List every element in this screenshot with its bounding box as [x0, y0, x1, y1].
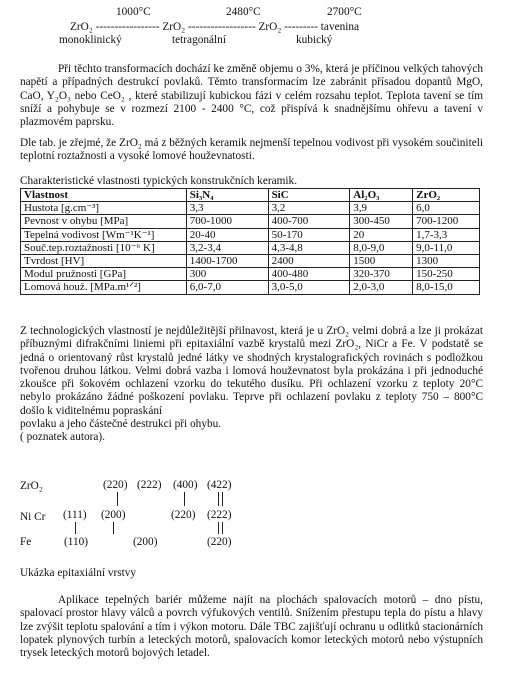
table-cell: 6,0 [413, 202, 480, 215]
header-property: Vlastnost [21, 189, 187, 202]
table-cell: Hustota [g.cm⁻³] [21, 202, 187, 215]
table-cell: 2400 [268, 255, 350, 268]
table-cell: 9,0-11,0 [413, 241, 480, 254]
table-cell: 2,0-3,0 [350, 281, 413, 294]
table-cell: 700-1000 [186, 215, 268, 228]
connector-line [184, 492, 185, 506]
author-note: ( poznatek autora). [20, 431, 105, 443]
zro2-plane-220: (220) [103, 479, 128, 491]
paragraph-3-tail: povlaku a jeho částečné destrukci při ohybu. [20, 418, 222, 430]
epitaxy-zro2-label: ZrO₂ [20, 480, 43, 492]
table-cell: Tepelná vodivost [Wm⁻¹K⁻¹] [21, 228, 187, 241]
table-cell: 4,3-4,8 [268, 241, 350, 254]
table-cell: 300 [186, 268, 268, 281]
paragraph-4: Aplikace tepelných bariér můžeme najít na plochách spalovacích motorů – dno pístu, spalovací prostor hlavy válců a povrch výfukových ventilů. Snížením přestupu tepla do pístu a hlavy lze zvýšit teplotu spalování a tím i výkon motoru. Dále TBC zajišťují ochranu u odlitků stacionárních lopatek plynových turbín a leteckých motorů, spalovacích komor leteckých motorů nebo výstupních trysek leteckých motorů bojových letadel. [20, 594, 483, 660]
fe-plane-220: (220) [207, 536, 232, 548]
table-header-row [21, 189, 480, 202]
table-cell: 8,0-9,0 [350, 241, 413, 254]
phase-dash-1: ----------------- [95, 21, 160, 33]
connector-line [113, 522, 114, 534]
table-cell: 3,0-5,0 [268, 281, 350, 294]
nicr-plane-111: (111) [63, 509, 87, 521]
table-row [21, 228, 480, 241]
table-cell: 320-370 [350, 268, 413, 281]
table-cell: 8,0-15,0 [413, 281, 480, 294]
table-cell: Modul pružnosti [GPa] [21, 268, 187, 281]
table-cell: 3,2-3,4 [186, 241, 268, 254]
table-cell: 3,3 [186, 202, 268, 215]
paragraph-3: Z technologických vlastností je nejdůležitější přilnavost, která je u ZrO₂ velmi dobrá a lze ji prokázat příbuznými difrakčními liniemi při epitaxiální vazbě krystalů mezi ZrO₂, NiCr a Fe. V podstatě se jedná o orientovaný růst krystalů jedné látky ve shodných krystalografických rovinách s podložkou tvořenou druhou látkou. Velmi dobrá vazba i lomová houževnatost byla prokázána i při jednoduché zkoušce při šokovém ochlazení vzorku do tekutého dusíku. Při ochlazení vzorku z teploty 20°C nebylo prokázáno žádné poškození povlaku. Teprve při ochlazení povlaku z teploty 750 – 800°C došlo k viditelnému popraskání [20, 325, 483, 417]
connector-line [218, 522, 219, 534]
paragraph-2: Dle tab. je zřejmé, že ZrO₂ má z běžných keramik nejmenší tepelnou vodivost při vysokém součiniteli teplotní roztažnosti a vysoké lomové houževnatosti. [20, 137, 483, 163]
header-si3n4: Si₃N₄ [186, 189, 268, 202]
header-sic: SiC [268, 189, 350, 202]
phase-monoclinic: monoklinický [59, 34, 122, 46]
phase-cubic: kubický [296, 34, 333, 46]
fe-plane-200: (200) [133, 536, 158, 548]
table-cell: 1,7-3,3 [413, 228, 480, 241]
connector-line [222, 492, 223, 506]
table-cell: 1400-1700 [186, 255, 268, 268]
table-row [21, 241, 480, 254]
connector-line [218, 492, 219, 506]
table-row [21, 202, 480, 215]
table-caption: Charakteristické vlastnosti typických konstrukčních keramik. [20, 175, 298, 187]
table-cell: 20-40 [186, 228, 268, 241]
epitaxy-nicr-label: Ni Cr [20, 511, 46, 523]
epitaxy-fe-label: Fe [20, 536, 32, 548]
phase-zro2-3: ZrO₂ [258, 21, 282, 33]
temp-1000: 1000°C [116, 6, 151, 18]
table-cell: 1300 [413, 255, 480, 268]
table-row [21, 268, 480, 281]
table-cell: Souč.tep.roztažnosti [10⁻⁶ K] [21, 241, 187, 254]
table-cell: 6,0-7,0 [186, 281, 268, 294]
table-cell: Lomová houž. [MPa.m¹ᐟ²] [21, 281, 187, 294]
table-cell: 700-1200 [413, 215, 480, 228]
table-cell: 1500 [350, 255, 413, 268]
connector-line [75, 522, 76, 534]
table-cell: Tvrdost [HV] [21, 255, 187, 268]
table-cell: 150-250 [413, 268, 480, 281]
zro2-plane-400: (400) [173, 479, 198, 491]
phase-zro2-2: ZrO₂ [162, 21, 186, 33]
nicr-plane-220: (220) [171, 509, 196, 521]
zro2-plane-422: (422) [207, 479, 232, 491]
table-cell: 50-170 [268, 228, 350, 241]
phase-row [70, 21, 359, 34]
fe-plane-110: (110) [64, 536, 89, 548]
epitaxy-caption: Ukázka epitaxiální vrstvy [20, 567, 137, 579]
nicr-plane-200: (200) [101, 509, 126, 521]
table-cell: Pevnost v ohybu [MPa] [21, 215, 187, 228]
table-row [21, 281, 480, 294]
table-cell: 3,9 [350, 202, 413, 215]
table-row [21, 255, 480, 268]
phase-dash-3: --------- [284, 21, 318, 33]
nicr-plane-222: (222) [207, 509, 232, 521]
connector-line [222, 522, 223, 534]
table-cell: 3,2 [268, 202, 350, 215]
phase-zro2-1: ZrO₂ [70, 21, 93, 33]
ceramics-table [20, 188, 480, 295]
connector-line [117, 492, 118, 506]
table-cell: 400-480 [268, 268, 350, 281]
zro2-plane-222: (222) [137, 479, 162, 491]
table-cell: 20 [350, 228, 413, 241]
phase-melt: tavenina [320, 21, 360, 33]
temp-2700: 2700°C [327, 6, 362, 18]
table-cell: 400-700 [268, 215, 350, 228]
paragraph-1: Při těchto transformacích dochází ke změně objemu o 3%, která je příčinou velkých tahových napětí a případných destrukcí povlaků. Těmto transformacím lze zabránit přísadou dopantů MgO, CaO, Y₂O₃ nebo CeO₂ , které stabilizují kubickou fázi v celém rozsahu teplot. Teplota tavení se tím sníží a pohybuje se v rozmezí 2100 - 2400 °C, což přispívá k snadnějšímu ohřevu a tavení v plazmovém paprsku. [20, 63, 483, 129]
phase-tetragonal: tetragonální [172, 34, 226, 46]
phase-dash-2: ------------------ [187, 21, 256, 33]
table-cell: 300-450 [350, 215, 413, 228]
header-zro2: ZrO₂ [413, 189, 480, 202]
table-row [21, 215, 480, 228]
temp-2480: 2480°C [226, 6, 261, 18]
header-al2o3: Al₂O₃ [350, 189, 413, 202]
